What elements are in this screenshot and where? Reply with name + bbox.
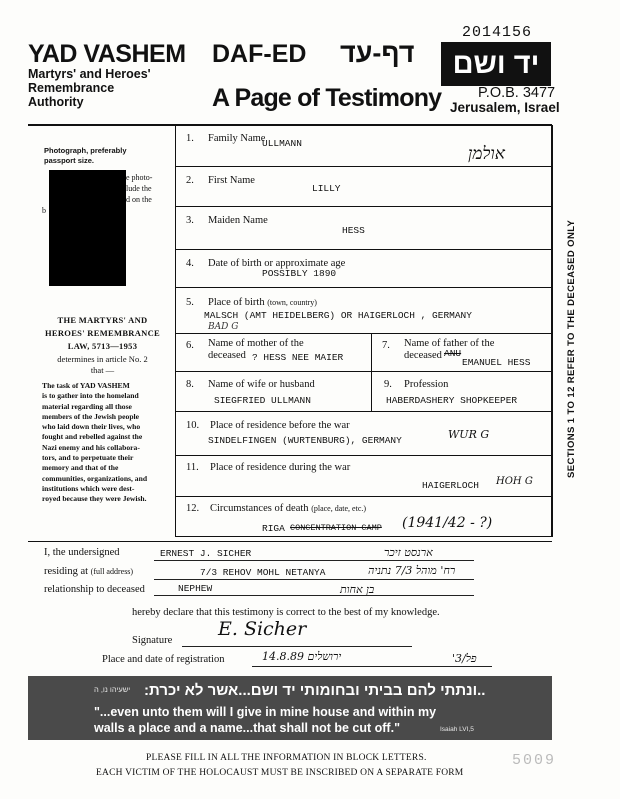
field-5-label-text: Place of birth <box>208 297 265 308</box>
footer-line-2: EACH VICTIM OF THE HOLOCAUST MUST BE INSCRIBED ON A SEPARATE FORM <box>96 768 464 778</box>
field-12-label <box>210 503 366 514</box>
field-5-label <box>208 297 317 308</box>
declaration-text: hereby declare that this testimony is correct to the best of my knowledge. <box>132 607 440 618</box>
father-strike: ANU <box>444 348 462 359</box>
field-8-label: Name of wife or husband <box>208 379 315 390</box>
sections-note: SECTIONS 1 TO 12 REFER TO THE DECEASED ONLY <box>566 219 577 478</box>
law-heading-line: THE MARTYRS' AND <box>57 315 148 325</box>
field-7-label-line1: Name of father of the <box>404 338 495 349</box>
field-6-label-line2: deceased <box>208 350 246 361</box>
form-bottom-border <box>175 536 552 537</box>
photo-partial-line: d on the <box>126 195 152 204</box>
field-12-label-text: Circumstances of death <box>210 503 309 514</box>
declarant-top-line <box>28 541 552 542</box>
org-subtitle <box>28 67 151 109</box>
father-name-value: EMANUEL HESS <box>462 357 531 368</box>
photo-edge-letter: b <box>42 206 46 215</box>
field-11-label: Place of residence during the war <box>210 462 351 473</box>
law-text-line: memory and that of the <box>42 463 119 473</box>
residing-line <box>154 579 474 580</box>
undersigned-label: I, the undersigned <box>44 547 120 558</box>
law-heading <box>30 314 175 353</box>
field-3-label: Maiden Name <box>208 215 268 226</box>
field-4-label: Date of birth or approximate age <box>208 258 346 269</box>
residing-value: 7/3 REHOV MOHL NETANYA <box>200 567 326 578</box>
law-heading-line: LAW, 5713—1953 <box>67 341 138 351</box>
form-left-border <box>175 125 176 537</box>
banner-ref: Isaiah LVI,5 <box>440 726 474 733</box>
relationship-hand: בן אחות <box>340 583 375 596</box>
banner-hebrew-ref: ישעיהו נו, ה <box>94 685 131 694</box>
pob: P.O.B. 3477 <box>478 85 556 101</box>
birth-place-value: MALSCH (AMT HEIDELBERG) OR HAIGERLOCH , GERMANY <box>204 310 472 321</box>
place-date-hand: ירושלים 14.8.89 <box>262 650 342 663</box>
city: Jerusalem, Israel <box>450 100 560 115</box>
form-top-border <box>28 124 552 126</box>
first-name-value: LILLY <box>312 183 341 194</box>
law-article-line: that — <box>90 365 115 375</box>
law-text-line: royed because they were Jewish. <box>42 494 147 504</box>
prewar-residence-value: SINDELFINGEN (WURTENBURG), GERMANY <box>208 435 402 446</box>
field-5-num: 5. <box>186 297 194 308</box>
wartime-residence-hand: HOH G <box>496 476 533 487</box>
photo-partial-line: e photo- <box>126 173 153 182</box>
family-name-hebrew-hand: אולמן <box>468 144 505 164</box>
law-text-line: communities, organizations, and <box>42 473 148 483</box>
org-name: YAD VASHEM <box>28 40 186 68</box>
undersigned-line <box>154 560 474 561</box>
relationship-label: relationship to deceased <box>44 584 145 595</box>
org-sub-line: Remembrance <box>28 81 115 95</box>
residing-note: (full address) <box>90 567 134 576</box>
law-text-line: is to gather into the homeland <box>42 391 139 401</box>
column-divider <box>371 333 372 371</box>
law-text-line: tors, and to perpetuate their <box>42 453 134 463</box>
field-8-num: 8. <box>186 379 194 390</box>
place-date-label: Place and date of registration <box>102 654 225 665</box>
field-11-num: 11. <box>186 462 199 473</box>
field-12-label-note: (place, date, etc.) <box>311 504 367 513</box>
field-2-num: 2. <box>186 175 194 186</box>
residing-label-text: residing at <box>44 566 89 577</box>
yad-vashem-logo <box>441 42 551 86</box>
law-text-line: who laid down their lives, who <box>42 422 141 432</box>
relationship-line <box>154 595 474 596</box>
place-date-hand2: פל/3' <box>452 652 477 665</box>
place-date-line <box>252 666 492 667</box>
law-heading-line: HEROES' REMEMBRANCE <box>44 328 161 338</box>
daf-ed-label: DAF-ED <box>212 40 307 68</box>
divider <box>176 496 552 497</box>
law-article-line: determines in article No. 2 <box>57 354 148 364</box>
photo-partial-text <box>126 172 152 205</box>
wartime-residence-value: HAIGERLOCH <box>422 480 480 491</box>
field-10-num: 10. <box>186 420 200 431</box>
law-text-line: material regarding all those <box>42 401 132 411</box>
divider <box>176 206 552 207</box>
law-article <box>30 354 175 376</box>
field-1-num: 1. <box>186 133 194 144</box>
residing-hand: רח' מוהל 7/3 נתניה <box>368 564 456 577</box>
photo-note <box>44 146 127 166</box>
family-name-value: ULLMANN <box>262 138 302 149</box>
photo-partial-line: lude the <box>126 184 152 193</box>
mother-name-value: ? HESS NEE MAIER <box>252 352 344 363</box>
law-text-line: The task of YAD VASHEM <box>42 381 130 390</box>
undersigned-hand: ארנסט זיכר <box>384 546 433 559</box>
banner-english-1: "...even unto them will I give in mine house and within my <box>94 705 437 719</box>
daf-ed-hebrew: דף-עד <box>340 38 415 68</box>
law-text-line: Nazi enemy and his collabora- <box>42 442 140 452</box>
photo-note-line: Photograph, preferably <box>44 146 127 155</box>
footer-stamp: 5009 <box>512 752 557 769</box>
field-6-num: 6. <box>186 340 194 351</box>
signature-label: Signature <box>132 635 173 646</box>
page-title: A Page of Testimony <box>212 84 442 112</box>
org-sub-line: Authority <box>28 95 84 109</box>
column-divider <box>371 371 372 411</box>
footer-line-1: PLEASE FILL IN ALL THE INFORMATION IN BLOCK LETTERS. <box>146 753 427 763</box>
field-7-label-line2: deceased <box>404 350 442 361</box>
signature-hand: E. Sicher <box>218 618 307 640</box>
law-text <box>42 381 172 505</box>
law-text-line: members of the Jewish people <box>42 411 140 421</box>
signature-line <box>182 646 412 647</box>
prewar-residence-hand: WUR G <box>448 428 490 441</box>
divider <box>176 333 552 334</box>
undersigned-value: ERNEST J. SICHER <box>160 548 252 559</box>
banner-hebrew: ..ונתתי להם בביתי ובחומותי יד ושם...אשר לא יכרת: <box>144 682 486 699</box>
profession-value: HABERDASHERY SHOPKEEPER <box>386 395 518 406</box>
field-12-num: 12. <box>186 503 200 514</box>
field-6-label-line1: Name of mother of the <box>208 338 304 349</box>
field-10-label: Place of residence before the war <box>210 420 350 431</box>
logo-text: יד ושם <box>452 48 540 80</box>
form-right-border <box>551 125 553 537</box>
banner-english-2: walls a place and a name...that shall not be cut off." <box>94 721 400 735</box>
divider <box>176 287 552 288</box>
law-text-line: fought and rebelled against the <box>42 432 143 442</box>
org-sub-line: Martyrs' and Heroes' <box>28 67 151 81</box>
field-9-label: Profession <box>404 379 449 390</box>
divider <box>176 249 552 250</box>
field-5-label-note: (town, country) <box>267 298 317 307</box>
redacted-photo <box>49 170 126 286</box>
divider <box>176 166 552 167</box>
field-1-label: Family Name <box>208 133 266 144</box>
death-place-value: RIGA <box>262 523 285 534</box>
document-number: 2014156 <box>462 24 533 41</box>
maiden-name-value: HESS <box>342 225 365 236</box>
divider <box>176 411 552 412</box>
spouse-name-value: SIEGFRIED ULLMANN <box>214 395 311 406</box>
law-text-line: institutions which were dest- <box>42 483 135 493</box>
field-3-num: 3. <box>186 215 194 226</box>
divider <box>176 371 552 372</box>
birth-place-hand: BAD G <box>208 322 239 332</box>
divider <box>176 455 552 456</box>
birth-date-value: POSSIBLY 1890 <box>262 268 337 279</box>
photo-note-line: passport size. <box>44 156 95 165</box>
quote-banner <box>28 676 552 740</box>
relationship-value: NEPHEW <box>178 583 213 594</box>
field-2-label: First Name <box>208 175 255 186</box>
field-9-num: 9. <box>384 379 392 390</box>
residing-label <box>44 566 133 577</box>
death-strike: CONCENTRATION CAMP <box>290 523 382 533</box>
field-4-num: 4. <box>186 258 194 269</box>
death-date-hand: (1941/42 - ?) <box>402 515 493 531</box>
field-7-num: 7. <box>382 340 390 351</box>
